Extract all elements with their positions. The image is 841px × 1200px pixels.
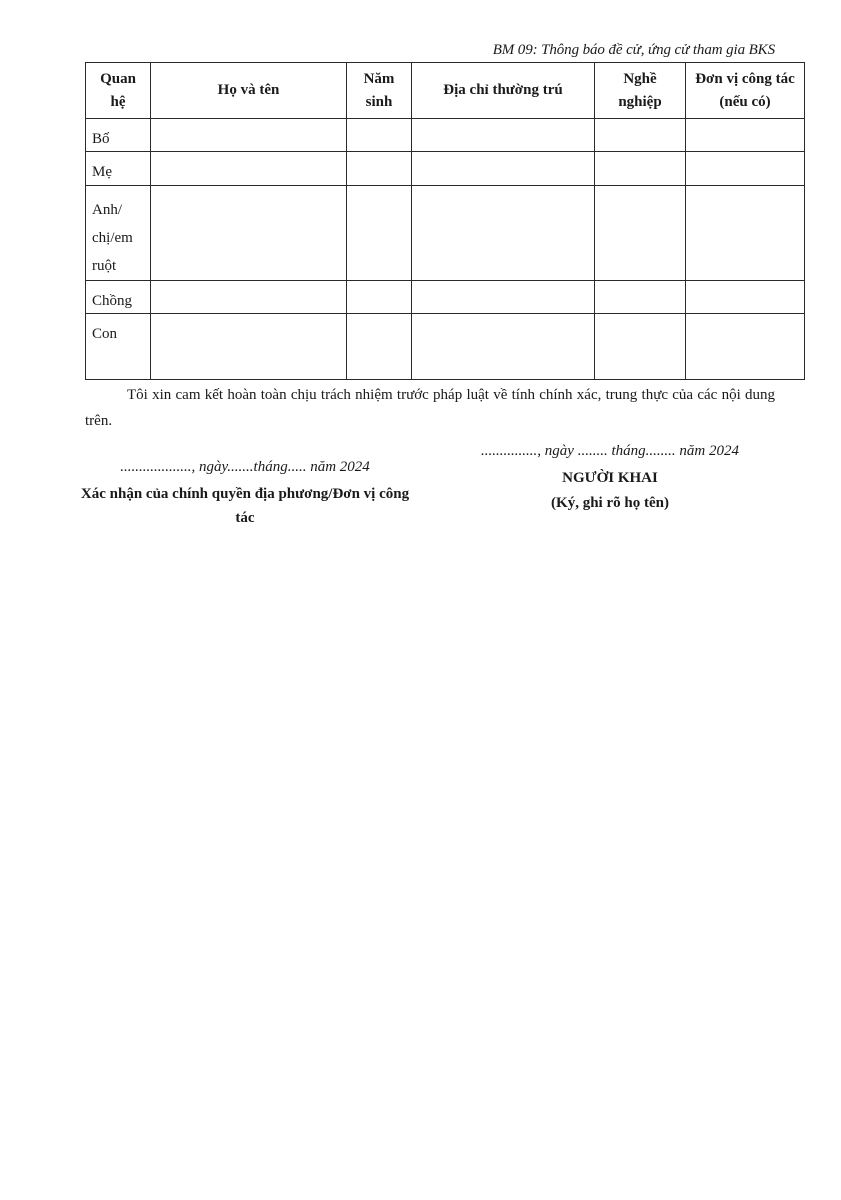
declarant-signature-block (450, 440, 770, 516)
occupation-cell[interactable] (595, 119, 686, 152)
table-row (86, 186, 805, 281)
birth-year-cell[interactable] (347, 281, 412, 314)
occupation-cell[interactable] (595, 314, 686, 380)
occupation-cell[interactable] (595, 152, 686, 186)
header-full-name: Họ và tên (151, 63, 347, 119)
workplace-cell[interactable] (686, 314, 805, 380)
address-cell[interactable] (412, 281, 595, 314)
header-birth-year: Năm sinh (347, 63, 412, 119)
relation-cell: Anh/ chị/em ruột (86, 186, 151, 281)
family-members-table (85, 62, 805, 380)
full-name-cell[interactable] (151, 119, 347, 152)
relation-cell: Bố (86, 119, 151, 152)
table-row (86, 281, 805, 314)
declarant-title: NGƯỜI KHAI (562, 470, 658, 486)
birth-year-cell[interactable] (347, 186, 412, 281)
address-cell[interactable] (412, 186, 595, 281)
birth-year-cell[interactable] (347, 152, 412, 186)
relation-cell: Chồng (86, 281, 151, 314)
workplace-cell[interactable] (686, 186, 805, 281)
left-date-line: ..................., ngày.......tháng..... năm 2024 (120, 459, 370, 475)
workplace-cell[interactable] (686, 281, 805, 314)
form-code: BM 09: Thông báo đề cử, ứng cử tham gia BKS (492, 42, 775, 58)
table-row (86, 314, 805, 380)
workplace-cell[interactable] (686, 119, 805, 152)
address-cell[interactable] (412, 152, 595, 186)
local-authority-confirmation-block (80, 456, 410, 530)
right-date-line: ..............., ngày ........ tháng........ năm 2024 (481, 443, 739, 459)
header-relation: Quan hệ (86, 63, 151, 119)
full-name-cell[interactable] (151, 314, 347, 380)
address-cell[interactable] (412, 119, 595, 152)
occupation-cell[interactable] (595, 281, 686, 314)
full-name-cell[interactable] (151, 186, 347, 281)
occupation-cell[interactable] (595, 186, 686, 281)
relation-cell: Mẹ (86, 152, 151, 186)
header-workplace: Đơn vị công tác (nếu có) (686, 63, 805, 119)
birth-year-cell[interactable] (347, 314, 412, 380)
signature-note: (Ký, ghi rõ họ tên) (551, 495, 669, 511)
header-occupation: Nghề nghiệp (595, 63, 686, 119)
left-signature-title: Xác nhận của chính quyền địa phương/Đơn vị công tác (80, 486, 410, 526)
birth-year-cell[interactable] (347, 119, 412, 152)
table-row (86, 119, 805, 152)
full-name-cell[interactable] (151, 152, 347, 186)
commitment-statement: Tôi xin cam kết hoàn toàn chịu trách nhiệm trước pháp luật về tính chính xác, trung thực của các nội dung trên. (85, 387, 775, 429)
table-row (86, 152, 805, 186)
full-name-cell[interactable] (151, 281, 347, 314)
header-address: Địa chỉ thường trú (412, 63, 595, 119)
address-cell[interactable] (412, 314, 595, 380)
table-header-row (86, 63, 805, 119)
workplace-cell[interactable] (686, 152, 805, 186)
relation-cell: Con (86, 314, 151, 380)
